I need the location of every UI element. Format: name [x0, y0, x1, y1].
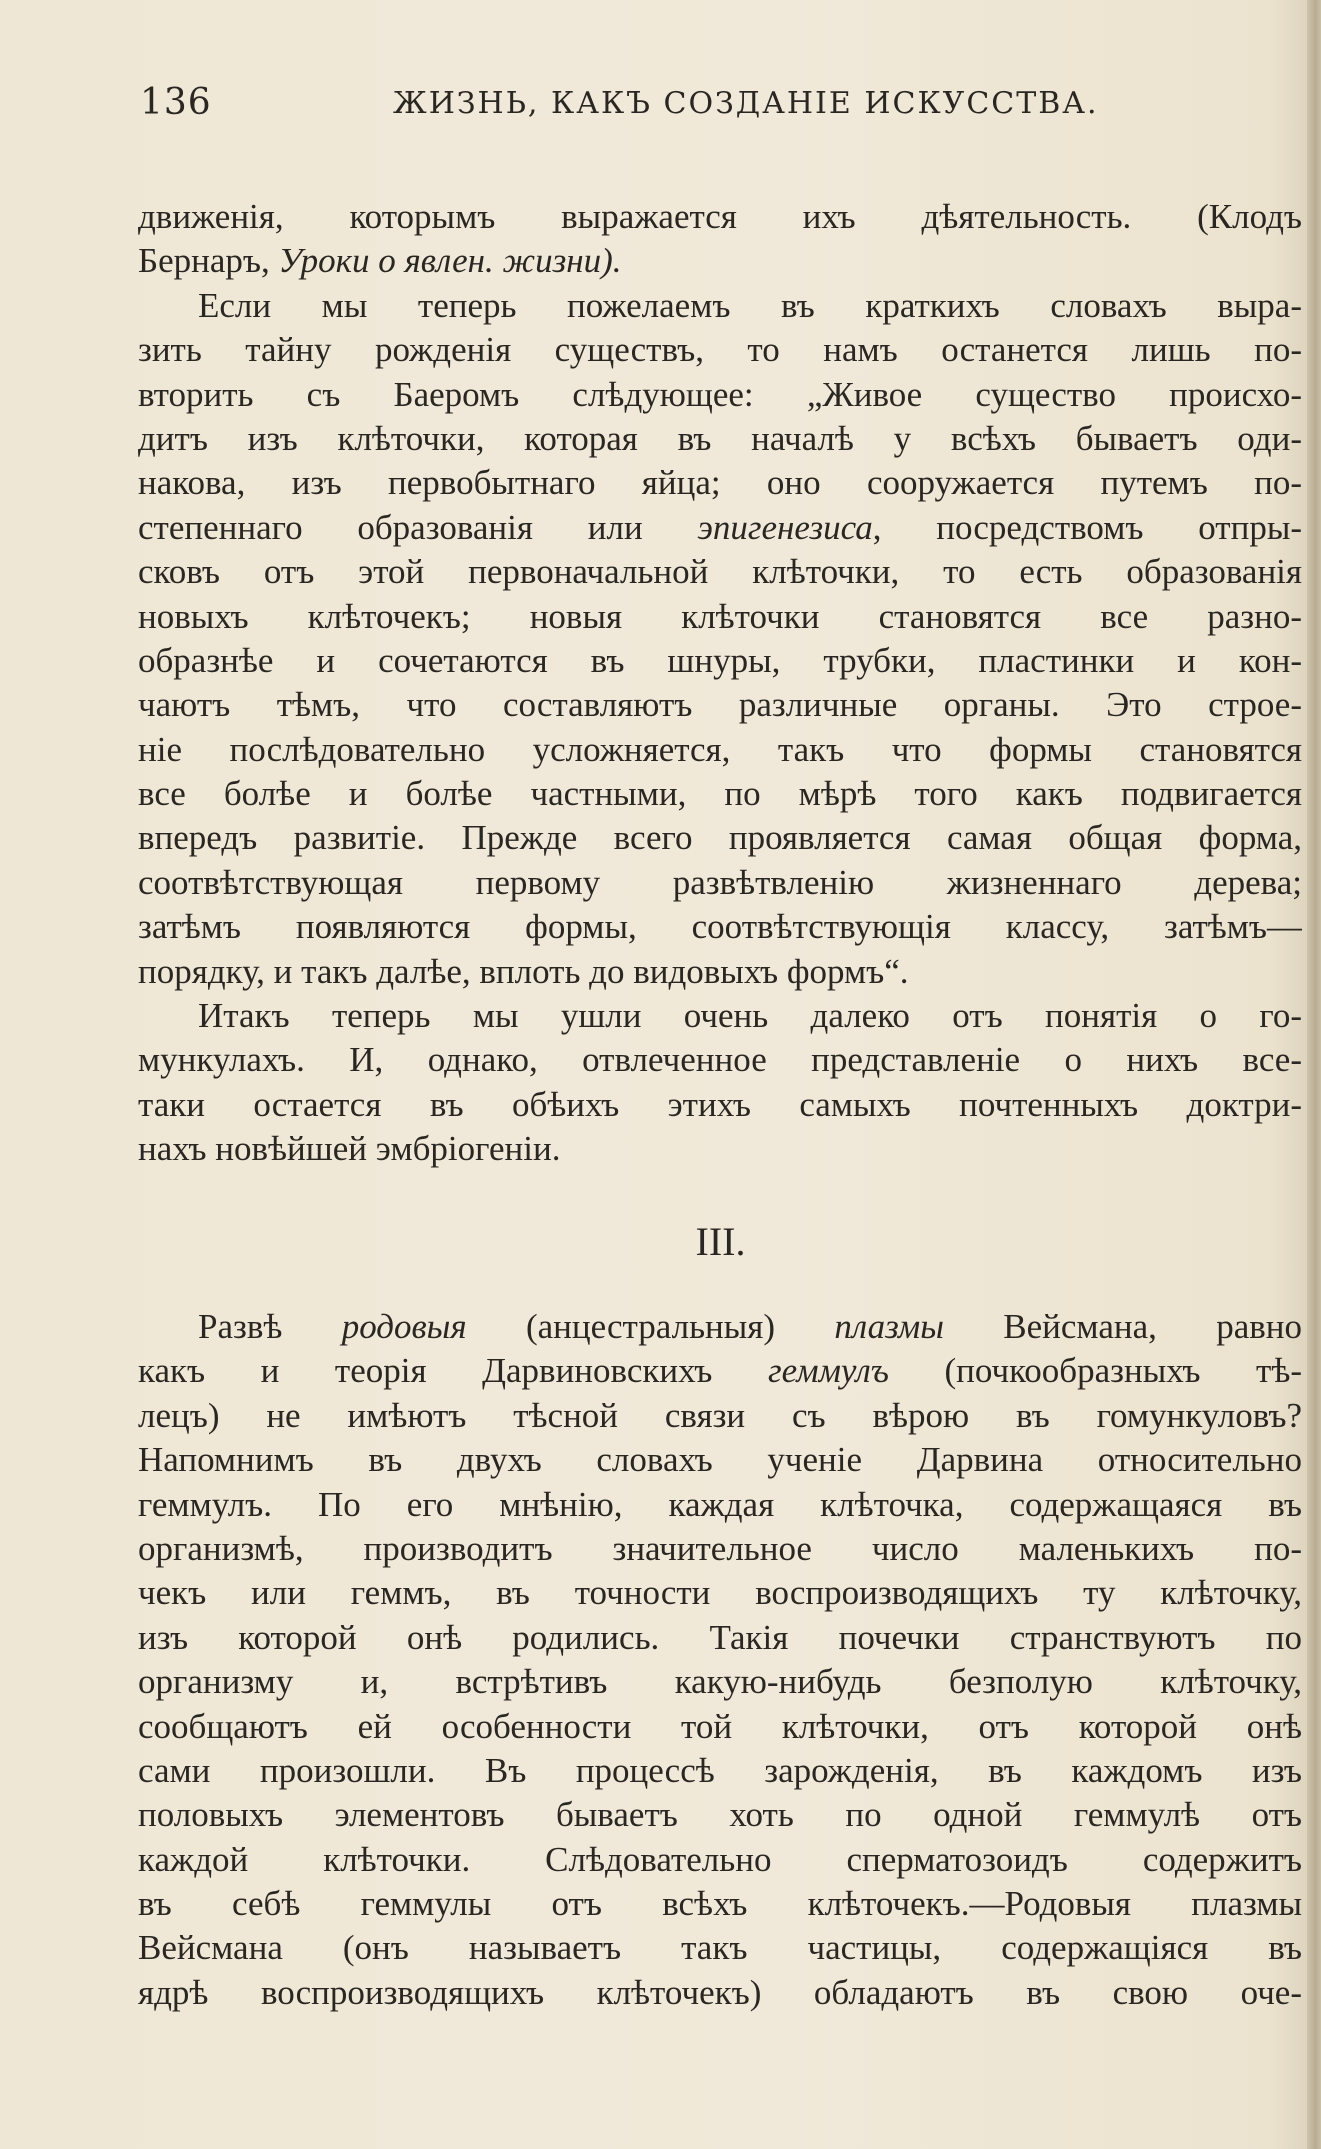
text-line — [138, 728, 1302, 772]
text-line — [138, 506, 1302, 550]
text-span: нахъ новѣйшей эмбріогеніи. — [138, 1129, 561, 1169]
section-heading: III. — [695, 1219, 746, 1264]
text-span: Вейсмана, равно — [943, 1307, 1302, 1346]
text-line — [138, 195, 1302, 239]
text-span: новыхъ клѣточекъ; новыя клѣточки становятся все разно- — [138, 596, 1302, 636]
italic-span: родовыя — [341, 1307, 467, 1346]
text-line — [138, 1793, 1302, 1837]
text-span: все болѣе и болѣе частными, по мѣрѣ того какъ подвигается — [138, 774, 1302, 814]
text-span: въ себѣ геммулы отъ всѣхъ клѣточекъ.—Родовыя плазмы — [138, 1884, 1302, 1924]
text-line — [138, 950, 1302, 994]
text-span: Если мы теперь пожелаемъ въ краткихъ словахъ выра- — [198, 285, 1302, 325]
text-line — [138, 905, 1302, 949]
text-span: (почкообразныхъ тѣ- — [888, 1351, 1302, 1391]
body-text-bottom — [138, 1305, 1302, 2015]
text-line — [138, 461, 1302, 505]
page-edge — [1307, 0, 1321, 2149]
text-line — [138, 1394, 1302, 1438]
text-line — [138, 1616, 1302, 1660]
text-span: Бернаръ, — [138, 241, 279, 281]
text-span: Вейсмана (онъ называетъ такъ частицы, содержащіяся въ — [138, 1928, 1302, 1968]
text-line — [138, 1882, 1302, 1926]
text-line — [138, 1971, 1302, 2015]
text-span: ядрѣ воспроизводящихъ клѣточекъ) обладаютъ въ свою оче- — [138, 1972, 1302, 2012]
text-span: таки остается въ обѣихъ этихъ самыхъ почтенныхъ доктри- — [138, 1084, 1302, 1124]
italic-span: эпигенезиса — [697, 507, 873, 547]
text-line — [138, 1660, 1302, 1704]
text-span: какъ и теорія Дарвиновскихъ — [138, 1351, 768, 1391]
text-line — [138, 1527, 1302, 1571]
text-span: организму и, встрѣтивъ какую-нибудь безполую клѣточку, — [138, 1662, 1302, 1702]
text-span: , посредствомъ отпры- — [872, 507, 1302, 547]
text-line — [138, 550, 1302, 594]
italic-span: геммулъ — [767, 1351, 889, 1391]
text-span: сообщаютъ ей особенности той клѣточки, отъ которой онѣ — [138, 1706, 1302, 1746]
text-span: лецъ) не имѣютъ тѣсной связи съ вѣрою въ гомункуловъ? — [138, 1395, 1302, 1435]
text-line — [138, 1127, 1302, 1171]
text-span: затѣмъ появляются формы, соотвѣтствующія классу, затѣмъ— — [138, 907, 1302, 947]
text-span: сковъ отъ этой первоначальной клѣточки, то есть образованія — [138, 552, 1302, 592]
text-line — [138, 595, 1302, 639]
text-span: дитъ изъ клѣточки, которая въ началѣ у всѣхъ бываетъ оди- — [138, 418, 1302, 458]
text-line — [138, 772, 1302, 816]
text-span: чаютъ тѣмъ, что составляютъ различные органы. Это строе- — [138, 685, 1302, 725]
text-line — [138, 861, 1302, 905]
text-span: образнѣе и сочетаются въ шнуры, трубки, пластинки и кон- — [138, 640, 1302, 680]
text-span: Напомнимъ въ двухъ словахъ ученіе Дарвина относительно — [138, 1440, 1302, 1480]
text-span: впередъ развитіе. Прежде всего проявляется самая общая форма, — [138, 818, 1302, 858]
text-line — [138, 1483, 1302, 1527]
text-line — [138, 328, 1302, 372]
text-line — [138, 1349, 1302, 1393]
running-title: ЖИЗНЬ, КАКЪ СОЗДАНІЕ ИСКУССТВА. — [393, 86, 1099, 121]
text-span: чекъ или геммъ, въ точности воспроизводящихъ ту клѣточку, — [138, 1573, 1302, 1613]
text-span: степеннаго образованія или — [138, 507, 698, 547]
text-line — [138, 1838, 1302, 1882]
text-span: зить тайну рожденія существъ, то намъ останется лишь по- — [138, 330, 1302, 370]
text-span: сами произошли. Въ процессѣ зарожденія, въ каждомъ изъ — [138, 1750, 1302, 1790]
text-span: Итакъ теперь мы ушли очень далеко отъ понятія о го- — [198, 996, 1302, 1036]
text-line — [138, 1038, 1302, 1082]
text-span: движенія, которымъ выражается ихъ дѣятельность. (Клодъ — [138, 197, 1302, 236]
body-text-top — [138, 195, 1302, 1172]
text-line — [138, 816, 1302, 860]
text-line — [138, 373, 1302, 417]
text-span: изъ которой онѣ родились. Такія почечки странствуютъ по — [138, 1617, 1302, 1657]
text-span: половыхъ элементовъ бываетъ хоть по одной геммулѣ отъ — [138, 1795, 1302, 1835]
text-span: Развѣ — [198, 1307, 342, 1346]
page-header — [140, 82, 1300, 132]
text-span: (анцестральныя) — [466, 1307, 835, 1346]
text-span: организмѣ, производитъ значительное число маленькихъ по- — [138, 1528, 1302, 1568]
page-number: 136 — [140, 82, 212, 123]
text-span: соотвѣтствующая первому развѣтвленію жизненнаго дерева; — [138, 862, 1302, 902]
text-span: порядку, и такъ далѣе, вплоть до видовыхъ формъ“. — [138, 951, 909, 991]
text-span: ніе послѣдовательно усложняется, такъ что формы становятся — [138, 729, 1302, 769]
text-line — [138, 1571, 1302, 1615]
text-line — [138, 284, 1302, 328]
text-line — [138, 1749, 1302, 1793]
text-line — [138, 1438, 1302, 1482]
text-line — [138, 239, 1302, 283]
text-line — [138, 1705, 1302, 1749]
text-line — [138, 1305, 1302, 1349]
text-line — [138, 639, 1302, 683]
text-line — [138, 1083, 1302, 1127]
text-span: каждой клѣточки. Слѣдовательно сперматозоидъ содержитъ — [138, 1839, 1302, 1879]
italic-span: Уроки о явлен. жизни). — [278, 241, 622, 281]
text-span: вторить съ Баеромъ слѣдующее: „Живое существо происхо- — [138, 374, 1302, 414]
text-line — [138, 683, 1302, 727]
text-line — [138, 1926, 1302, 1970]
text-span: геммулъ. По его мнѣнію, каждая клѣточка, содержащаяся въ — [138, 1484, 1302, 1524]
text-line — [138, 417, 1302, 461]
text-span: накова, изъ первобытнаго яйца; оно сооружается путемъ по- — [138, 463, 1302, 503]
text-line — [138, 994, 1302, 1038]
text-span: мункулахъ. И, однако, отвлеченное представленіе о нихъ все- — [138, 1040, 1302, 1080]
italic-span: плазмы — [834, 1307, 944, 1346]
